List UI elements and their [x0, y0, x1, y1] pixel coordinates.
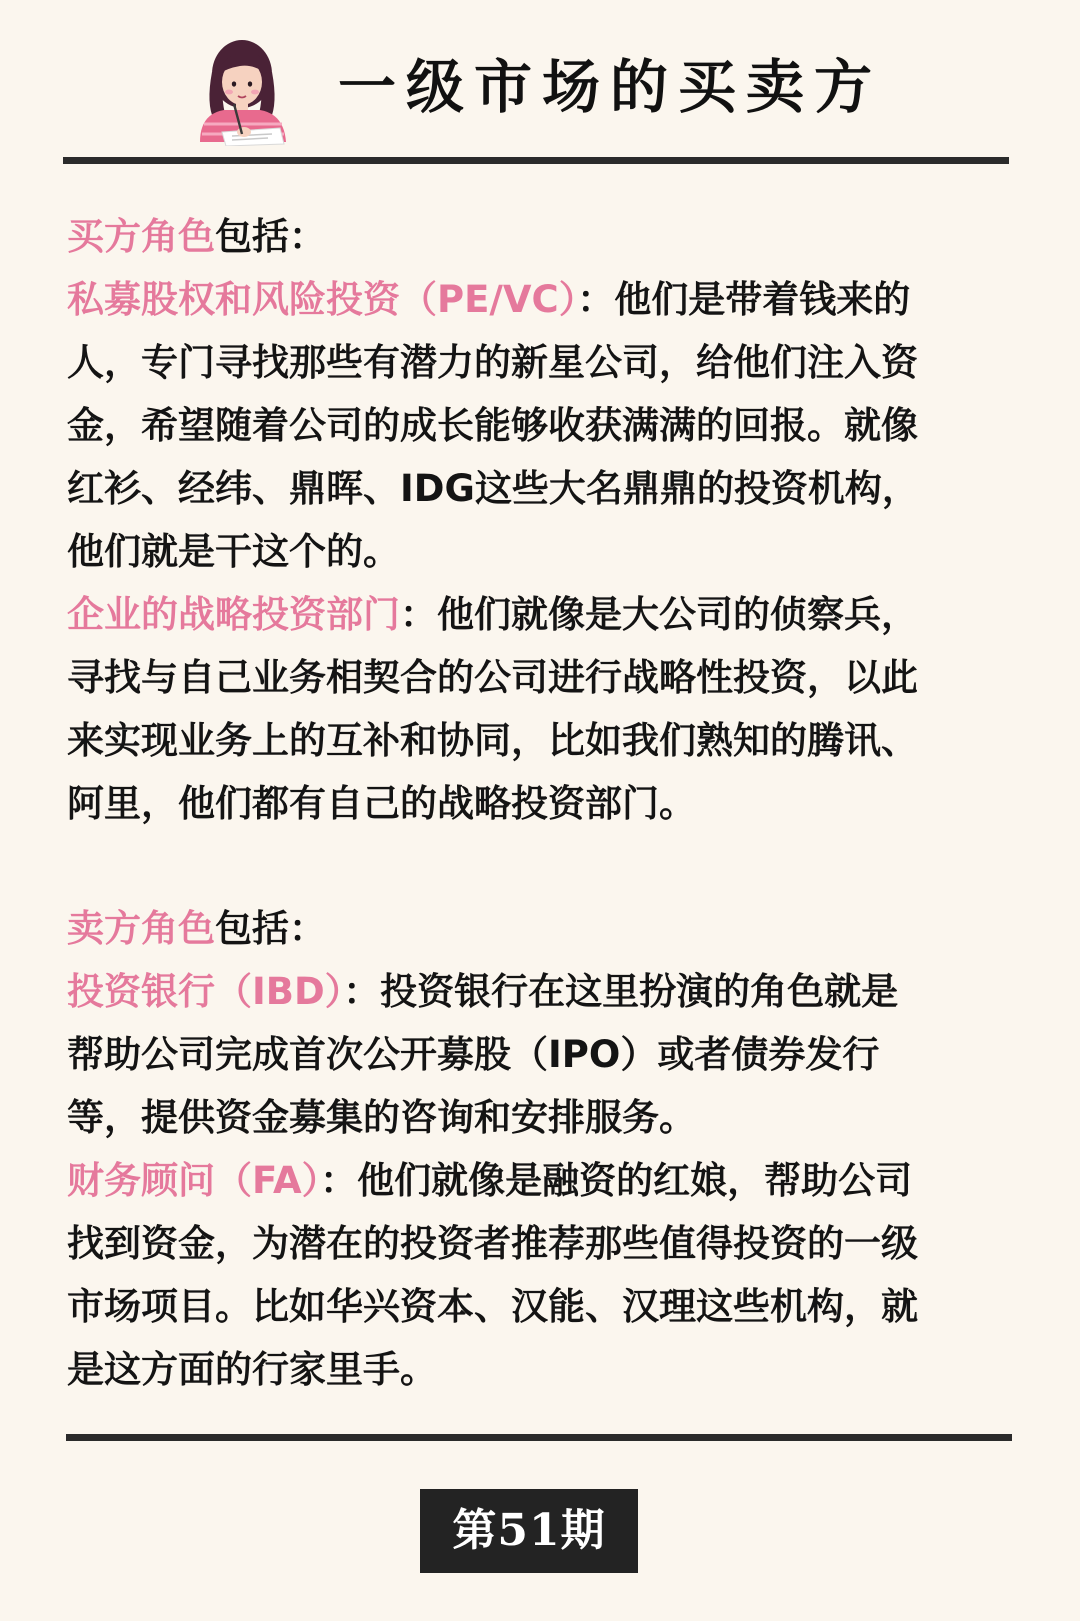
buyers-heading	[67, 205, 1007, 268]
top-divider	[63, 157, 1009, 164]
girl-writing-icon	[184, 34, 302, 146]
strategic-text: ：他们就像是大公司的侦察兵，	[400, 593, 918, 636]
strategic-term: 企业的战略投资部门	[67, 593, 400, 636]
sellers-heading	[67, 897, 1007, 960]
pe-vc-line: 红衫、经纬、鼎晖、IDG这些大名鼎鼎的投资机构，	[67, 467, 919, 510]
fa-line: 找到资金，为潜在的投资者推荐那些值得投资的一级	[67, 1222, 918, 1265]
pe-vc-line: 金，希望随着公司的成长能够收获满满的回报。就像	[67, 404, 918, 447]
strategic-line: 阿里，他们都有自己的战略投资部门。	[67, 782, 696, 825]
sellers-heading-term: 卖方角色	[67, 907, 215, 950]
issue-number-badge: 第51期	[420, 1489, 638, 1573]
pe-vc-term: 私募股权和风险投资（PE/VC）	[67, 278, 578, 321]
ibd-line	[67, 960, 1007, 1023]
article-body	[67, 205, 1007, 1401]
fa-line: 是这方面的行家里手。	[67, 1348, 437, 1391]
fa-text: ：他们就像是融资的红娘，帮助公司	[320, 1159, 913, 1202]
pe-vc-line	[67, 268, 1007, 331]
fa-term: 财务顾问（FA）	[67, 1159, 321, 1202]
pe-vc-text: ：他们是带着钱来的	[577, 278, 911, 321]
strategic-line	[67, 583, 1007, 646]
buyers-heading-suffix: 包括：	[215, 215, 326, 258]
pe-vc-line: 人，专门寻找那些有潜力的新星公司，给他们注入资	[67, 341, 918, 384]
ibd-line: 帮助公司完成首次公开募股（IPO）或者债券发行	[67, 1033, 880, 1076]
buyers-heading-term: 买方角色	[67, 215, 215, 258]
section-gap	[67, 835, 1007, 897]
bottom-divider	[66, 1434, 1012, 1441]
fa-line: 市场项目。比如华兴资本、汉能、汉理这些机构，就	[67, 1285, 918, 1328]
pe-vc-line: 他们就是干这个的。	[67, 530, 400, 573]
header	[0, 28, 1080, 148]
sellers-heading-suffix: 包括：	[215, 907, 326, 950]
ibd-line: 等，提供资金募集的咨询和安排服务。	[67, 1096, 696, 1139]
strategic-line: 来实现业务上的互补和协同，比如我们熟知的腾讯、	[67, 719, 918, 762]
strategic-line: 寻找与自己业务相契合的公司进行战略性投资，以此	[67, 656, 918, 699]
ibd-text: ：投资银行在这里扮演的角色就是	[343, 970, 899, 1013]
ibd-term: 投资银行（IBD）	[67, 970, 344, 1013]
fa-line	[67, 1149, 1007, 1212]
page-title: 一级市场的买卖方	[338, 53, 883, 121]
